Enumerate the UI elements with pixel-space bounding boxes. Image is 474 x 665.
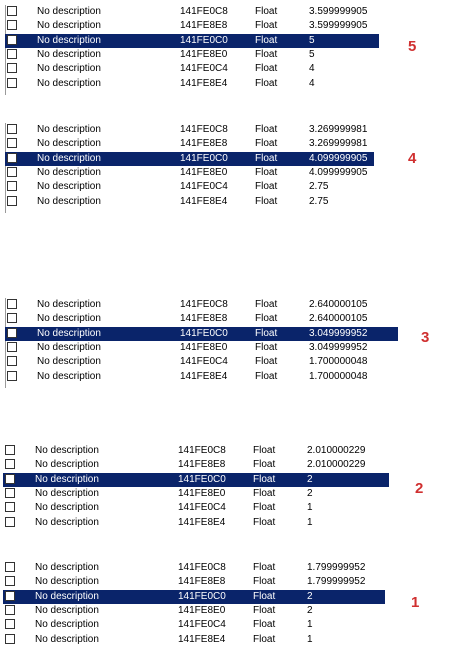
address-group-1 xyxy=(3,561,385,651)
active-checkbox[interactable] xyxy=(5,562,15,572)
address-cell: 141FE0C8 xyxy=(180,6,228,17)
table-row[interactable] xyxy=(3,618,385,632)
type-cell: Float xyxy=(253,502,276,514)
table-row[interactable] xyxy=(5,370,398,384)
address-cell: 141FE8E8 xyxy=(178,459,226,471)
active-checkbox[interactable] xyxy=(7,342,17,352)
active-checkbox[interactable] xyxy=(7,153,17,163)
type-cell: Float xyxy=(255,313,278,325)
description-cell: No description xyxy=(35,502,99,514)
description-cell: No description xyxy=(35,604,99,616)
type-cell: Float xyxy=(255,34,278,46)
description-cell: No description xyxy=(37,356,101,368)
table-row[interactable] xyxy=(3,487,389,501)
value-cell[interactable]: 2.75 xyxy=(309,195,329,207)
active-checkbox[interactable] xyxy=(7,35,17,45)
description-cell: No description xyxy=(35,487,99,499)
address-cell: 141FE0C8 xyxy=(178,445,226,456)
table-row[interactable] xyxy=(5,77,379,91)
table-row[interactable] xyxy=(3,561,385,575)
active-checkbox[interactable] xyxy=(7,299,17,309)
type-cell: Float xyxy=(255,63,278,75)
description-cell: No description xyxy=(35,619,99,631)
value-cell[interactable]: 5 xyxy=(309,34,315,46)
type-cell: Float xyxy=(253,473,276,485)
active-checkbox[interactable] xyxy=(5,488,15,498)
value-cell[interactable]: 1 xyxy=(307,633,313,645)
active-checkbox[interactable] xyxy=(7,124,17,134)
description-cell: No description xyxy=(37,48,101,60)
table-row[interactable] xyxy=(3,633,385,647)
active-checkbox[interactable] xyxy=(7,181,17,191)
type-cell: Float xyxy=(253,487,276,499)
table-row[interactable] xyxy=(5,298,398,312)
description-cell: No description xyxy=(37,124,101,135)
address-cell: 141FE8E8 xyxy=(180,313,228,325)
active-checkbox[interactable] xyxy=(7,196,17,206)
type-cell: Float xyxy=(253,562,276,573)
value-cell[interactable]: 2.640000105 xyxy=(309,299,368,310)
active-checkbox[interactable] xyxy=(7,78,17,88)
address-cell: 141FE0C0 xyxy=(178,590,226,602)
value-cell[interactable]: 1.799999952 xyxy=(307,576,366,588)
group-number-label: 2 xyxy=(415,480,424,497)
address-cell: 141FE8E4 xyxy=(180,195,228,207)
address-cell: 141FE0C4 xyxy=(178,502,226,514)
address-cell: 141FE8E8 xyxy=(178,576,226,588)
type-cell: Float xyxy=(255,77,278,89)
table-row[interactable] xyxy=(3,604,385,618)
active-checkbox[interactable] xyxy=(5,634,15,644)
address-cell: 141FE8E8 xyxy=(180,20,228,32)
active-checkbox[interactable] xyxy=(7,371,17,381)
value-cell[interactable]: 3.599999905 xyxy=(309,20,368,32)
type-cell: Float xyxy=(253,619,276,631)
active-checkbox[interactable] xyxy=(7,356,17,366)
address-cell: 141FE8E0 xyxy=(180,341,228,353)
type-cell: Float xyxy=(253,633,276,645)
type-cell: Float xyxy=(253,576,276,588)
address-group-4 xyxy=(5,123,374,213)
table-row-selected[interactable] xyxy=(3,590,385,604)
value-cell[interactable]: 4.099999905 xyxy=(309,166,368,178)
table-row[interactable] xyxy=(5,195,374,209)
value-cell[interactable]: 1 xyxy=(307,516,313,528)
address-cell: 141FE0C0 xyxy=(178,473,226,485)
description-cell: No description xyxy=(37,181,101,193)
description-cell: No description xyxy=(35,516,99,528)
table-row[interactable] xyxy=(5,137,374,151)
active-checkbox[interactable] xyxy=(5,619,15,629)
type-cell: Float xyxy=(255,20,278,32)
type-cell: Float xyxy=(255,341,278,353)
type-cell: Float xyxy=(255,124,278,135)
active-checkbox[interactable] xyxy=(7,20,17,30)
address-group-2 xyxy=(3,444,389,534)
table-row[interactable] xyxy=(5,312,398,326)
active-checkbox[interactable] xyxy=(5,474,15,484)
active-checkbox[interactable] xyxy=(5,445,15,455)
type-cell: Float xyxy=(255,166,278,178)
active-checkbox[interactable] xyxy=(5,605,15,615)
table-row[interactable] xyxy=(5,19,379,33)
value-cell[interactable]: 3.269999981 xyxy=(309,124,368,135)
active-checkbox[interactable] xyxy=(7,167,17,177)
table-row-selected[interactable] xyxy=(5,34,379,48)
address-cell: 141FE0C8 xyxy=(178,562,226,573)
description-cell: No description xyxy=(37,152,101,164)
address-cell: 141FE8E0 xyxy=(180,166,228,178)
active-checkbox[interactable] xyxy=(7,49,17,59)
address-cell: 141FE8E4 xyxy=(178,633,226,645)
value-cell[interactable]: 2 xyxy=(307,590,313,602)
address-cell: 141FE0C8 xyxy=(180,124,228,135)
type-cell: Float xyxy=(255,356,278,368)
group-number-label: 3 xyxy=(421,329,430,346)
active-checkbox[interactable] xyxy=(5,502,15,512)
type-cell: Float xyxy=(255,6,278,17)
value-cell[interactable]: 2.010000229 xyxy=(307,459,366,471)
value-cell[interactable]: 4.099999905 xyxy=(309,152,368,164)
description-cell: No description xyxy=(35,576,99,588)
table-row[interactable] xyxy=(3,444,389,458)
type-cell: Float xyxy=(253,459,276,471)
description-cell: No description xyxy=(37,77,101,89)
description-cell: No description xyxy=(37,341,101,353)
description-cell: No description xyxy=(37,63,101,75)
active-checkbox[interactable] xyxy=(5,576,15,586)
value-cell[interactable]: 2.75 xyxy=(309,181,329,193)
value-cell[interactable]: 3.049999952 xyxy=(309,327,368,339)
address-cell: 141FE8E4 xyxy=(180,370,228,382)
type-cell: Float xyxy=(255,370,278,382)
address-cell: 141FE0C0 xyxy=(180,34,228,46)
address-cell: 141FE8E0 xyxy=(178,487,226,499)
active-checkbox[interactable] xyxy=(5,517,15,527)
address-cell: 141FE0C4 xyxy=(180,356,228,368)
description-cell: No description xyxy=(37,138,101,150)
table-row[interactable] xyxy=(3,501,389,515)
active-checkbox[interactable] xyxy=(7,328,17,338)
address-cell: 141FE0C0 xyxy=(180,327,228,339)
table-row[interactable] xyxy=(3,575,385,589)
value-cell[interactable]: 3.049999952 xyxy=(309,341,368,353)
table-row[interactable] xyxy=(5,5,379,19)
address-cell: 141FE8E4 xyxy=(180,77,228,89)
table-row[interactable] xyxy=(3,458,389,472)
value-cell[interactable]: 2.010000229 xyxy=(307,445,366,456)
description-cell: No description xyxy=(37,6,101,17)
value-cell[interactable]: 5 xyxy=(309,48,315,60)
table-row[interactable] xyxy=(5,62,379,76)
table-row[interactable] xyxy=(3,516,389,530)
active-checkbox[interactable] xyxy=(5,591,15,601)
value-cell[interactable]: 2.640000105 xyxy=(309,313,368,325)
description-cell: No description xyxy=(35,590,99,602)
group-number-label: 1 xyxy=(411,594,420,611)
description-cell: No description xyxy=(37,313,101,325)
value-cell[interactable]: 2 xyxy=(307,487,313,499)
value-cell[interactable]: 1.799999952 xyxy=(307,562,366,573)
active-checkbox[interactable] xyxy=(5,459,15,469)
active-checkbox[interactable] xyxy=(7,63,17,73)
active-checkbox[interactable] xyxy=(7,138,17,148)
table-row[interactable] xyxy=(5,48,379,62)
type-cell: Float xyxy=(255,195,278,207)
type-cell: Float xyxy=(253,590,276,602)
type-cell: Float xyxy=(253,516,276,528)
active-checkbox[interactable] xyxy=(7,313,17,323)
value-cell[interactable]: 4 xyxy=(309,77,315,89)
description-cell: No description xyxy=(37,20,101,32)
description-cell: No description xyxy=(35,633,99,645)
group-number-label: 5 xyxy=(408,38,417,55)
value-cell[interactable]: 2 xyxy=(307,604,313,616)
table-row[interactable] xyxy=(5,355,398,369)
value-cell[interactable]: 3.269999981 xyxy=(309,138,368,150)
address-cell: 141FE0C4 xyxy=(180,181,228,193)
address-cell: 141FE0C0 xyxy=(180,152,228,164)
type-cell: Float xyxy=(253,604,276,616)
description-cell: No description xyxy=(35,562,99,573)
type-cell: Float xyxy=(255,299,278,310)
description-cell: No description xyxy=(37,34,101,46)
description-cell: No description xyxy=(37,327,101,339)
type-cell: Float xyxy=(255,48,278,60)
address-cell: 141FE0C8 xyxy=(180,299,228,310)
value-cell[interactable]: 4 xyxy=(309,63,315,75)
value-cell[interactable]: 2 xyxy=(307,473,313,485)
value-cell[interactable]: 1.700000048 xyxy=(309,370,368,382)
table-row[interactable] xyxy=(5,123,374,137)
table-row[interactable] xyxy=(5,166,374,180)
address-group-5 xyxy=(5,5,379,95)
description-cell: No description xyxy=(35,459,99,471)
description-cell: No description xyxy=(37,370,101,382)
type-cell: Float xyxy=(255,152,278,164)
address-cell: 141FE8E0 xyxy=(178,604,226,616)
description-cell: No description xyxy=(35,473,99,485)
address-cell: 141FE0C4 xyxy=(178,619,226,631)
description-cell: No description xyxy=(35,445,99,456)
value-cell[interactable]: 1.700000048 xyxy=(309,356,368,368)
table-row-selected[interactable] xyxy=(3,473,389,487)
address-cell: 141FE8E8 xyxy=(180,138,228,150)
address-cell: 141FE8E4 xyxy=(178,516,226,528)
type-cell: Float xyxy=(255,138,278,150)
address-group-3 xyxy=(5,298,398,388)
value-cell[interactable]: 1 xyxy=(307,619,313,631)
group-number-label: 4 xyxy=(408,150,417,167)
description-cell: No description xyxy=(37,299,101,310)
description-cell: No description xyxy=(37,166,101,178)
address-cell: 141FE0C4 xyxy=(180,63,228,75)
type-cell: Float xyxy=(255,181,278,193)
table-row[interactable] xyxy=(5,180,374,194)
table-row-selected[interactable] xyxy=(5,152,374,166)
value-cell[interactable]: 3.599999905 xyxy=(309,6,368,17)
type-cell: Float xyxy=(255,327,278,339)
table-row[interactable] xyxy=(5,341,398,355)
value-cell[interactable]: 1 xyxy=(307,502,313,514)
type-cell: Float xyxy=(253,445,276,456)
address-cell: 141FE8E0 xyxy=(180,48,228,60)
active-checkbox[interactable] xyxy=(7,6,17,16)
table-row-selected[interactable] xyxy=(5,327,398,341)
description-cell: No description xyxy=(37,195,101,207)
